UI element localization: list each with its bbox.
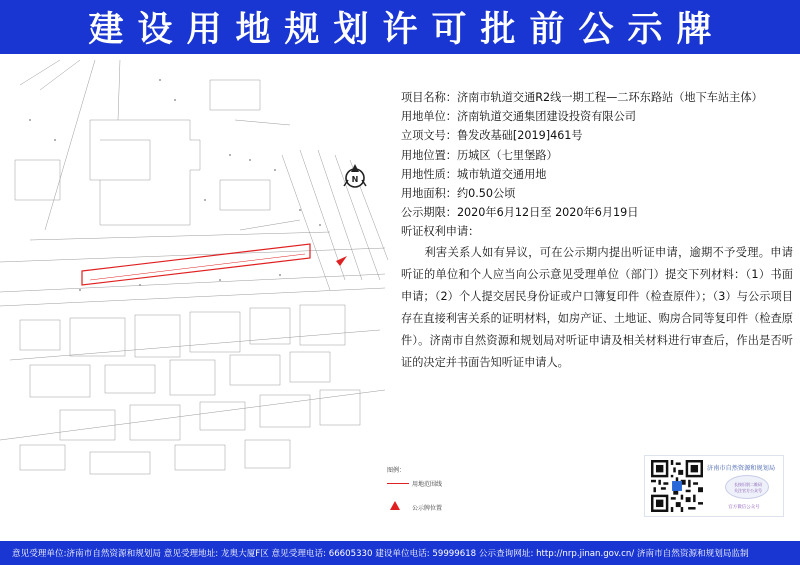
land-location: 用地位置：历城区（七里堡路）: [401, 148, 558, 162]
land-area: 用地面积：约0.50公顷: [401, 187, 516, 201]
boundary-line-swatch: [387, 483, 409, 484]
qr-caption: 官方微信公众号: [728, 505, 760, 510]
legend-boundary-label: 用地范围线: [412, 481, 443, 488]
site-plan-map: [0, 60, 390, 480]
page-title: 建设用地规划许可批前公示牌: [88, 10, 726, 50]
qr-badge-line2: 关注官方公众号: [734, 488, 762, 493]
sign-triangle-icon: [390, 501, 400, 510]
legend-sign-label: 公示牌位置: [412, 505, 443, 512]
site-plan-drawing: [0, 60, 390, 480]
land-boundary-line: [82, 244, 310, 285]
sign-position-marker: [336, 256, 347, 266]
land-nature: 用地性质：城市轨道交通用地: [401, 167, 547, 181]
map-legend: [382, 465, 522, 540]
project-info: [401, 88, 793, 374]
legend-title: 图例：: [387, 467, 406, 474]
land-unit: 用地单位：济南轨道交通集团建设投资有限公司: [401, 110, 636, 124]
qr-badge: [725, 475, 769, 499]
project-name: 项目名称：济南市轨道交通R2线一期工程—二环东路站（地下车站主体）: [401, 91, 763, 104]
hearing-text: 利害关系人如有异议，可在公示期内提出听证申请，逾期不予受理。申请听证的单位和个人应当向公示意见受理单位（部门）提交下列材料：（1）书面申请；（2）个人提交居民身份证或户口簿复印件（检查原件）；（3）与公示项目存在直接利害关系的证明材料，如房产证、土地证、购房合同等复印件（检查原件）。济南市自然资源和规划局对听证申请及相关材料进行审查后，作出是否听证的决定并书面告知听证申请人。: [401, 245, 793, 369]
qr-panel: [644, 455, 784, 517]
header-banner: [0, 0, 800, 54]
footer-text: 意见受理单位:济南市自然资源和规划局 意见受理地址: 龙奥大厦F区 意见受理电话: 66605330 建设单位电话: 59999618 公示查询网址: http://nrp.jinan.gov.cn/ 济南市自然资源和规划局监制: [12, 549, 749, 559]
qr-badge-line1: 长按识别二维码: [734, 482, 762, 487]
footer-bar: [0, 541, 800, 565]
publicity-period: 公示期限：2020年6月12日至 2020年6月19日: [401, 206, 639, 220]
approval-doc: 立项文号：鲁发改基础[2019]461号: [401, 129, 583, 143]
qr-org-name: 济南市自然资源和规划局: [707, 465, 776, 472]
hearing-title: 听证权利申请：: [401, 225, 480, 239]
qr-code-icon[interactable]: [651, 460, 703, 512]
north-label: N: [351, 175, 359, 184]
